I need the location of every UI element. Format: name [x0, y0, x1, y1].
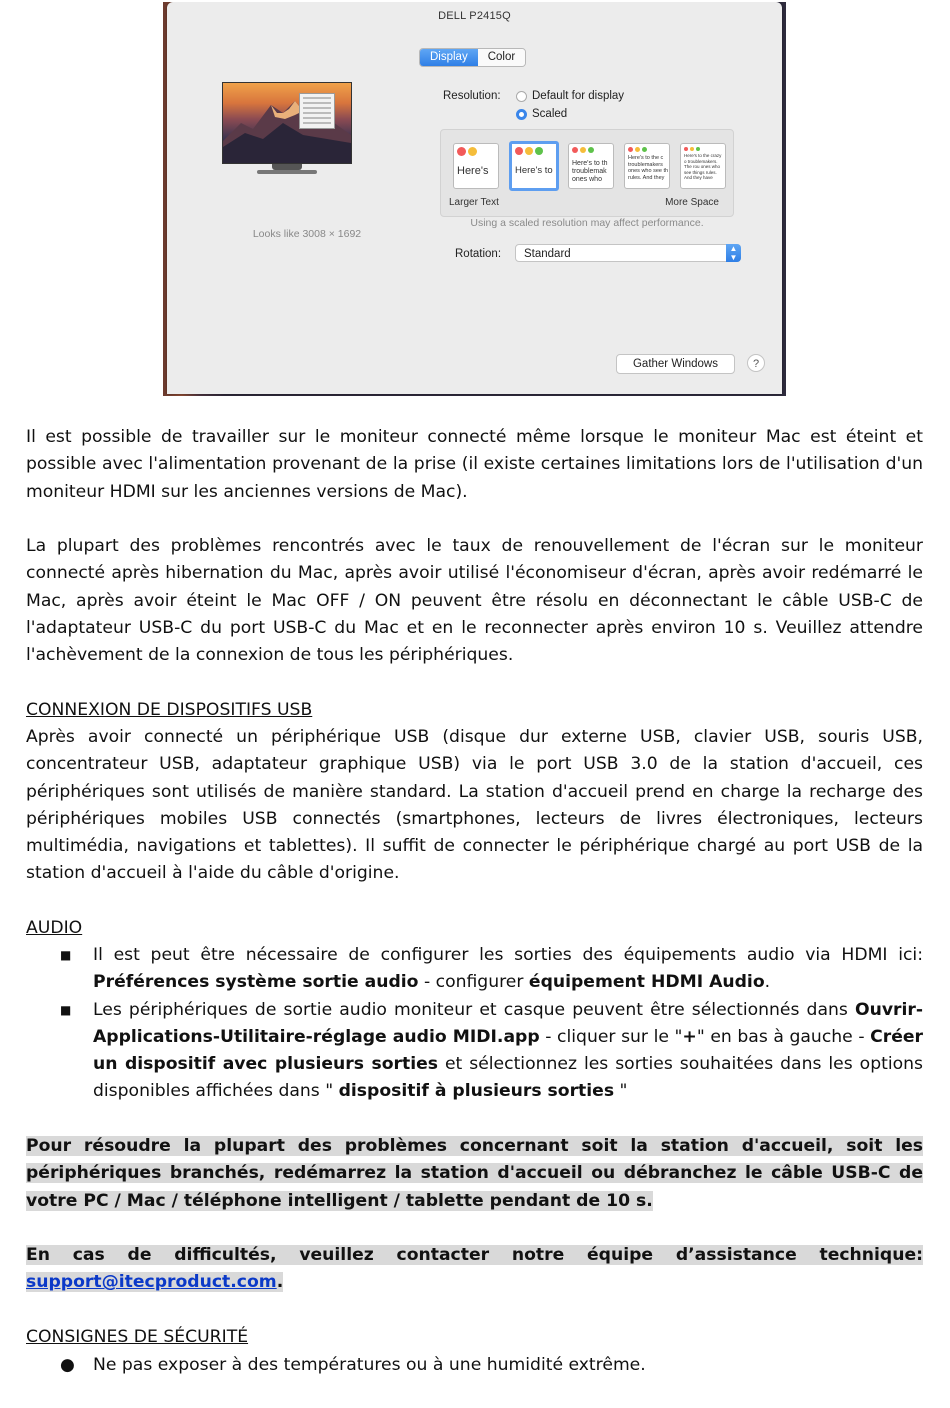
audio-list — [26, 942, 923, 1106]
scale-option-5[interactable] — [680, 143, 726, 189]
radio-default-label: Default for display — [532, 90, 625, 102]
audio-b2-text: Les périphériques de sortie audio moniteur et casque peuvent être sélectionnés dans — [93, 999, 855, 1020]
audio-b2-text-4: et sélectionnez les sorties souhaitées dans les options disponibles affichées dans " — [93, 1054, 923, 1102]
scale-option-1-text: Here's — [457, 166, 489, 177]
radio-default-for-display[interactable] — [516, 90, 624, 102]
safety-item-text: Ne pas exposer à des températures ou à une humidité extrême. — [93, 1355, 646, 1375]
audio-b2-text-2: - cliquer sur le " — [539, 1026, 683, 1047]
square-bullet-icon: ■ — [60, 948, 72, 962]
audio-b2-plus: + — [682, 1026, 697, 1047]
more-space-label: More Space — [665, 197, 719, 208]
chevron-updown-icon: ▲ ▼ — [726, 244, 741, 262]
rotation-value: Standard — [524, 248, 571, 260]
radio-selected-icon — [516, 109, 527, 120]
scale-option-3[interactable] — [568, 143, 614, 189]
audio-b2-bold-3: dispositif à plusieurs sorties — [338, 1081, 615, 1102]
audio-bullet-2 — [26, 997, 923, 1106]
audio-b1-text: Il est peut être nécessaire de configurer les sorties des équipements audio via HDMI ici: — [93, 945, 923, 965]
window-title: DELL P2415Q — [438, 10, 511, 22]
mini-window-icon — [299, 93, 335, 129]
radio-scaled[interactable] — [516, 108, 567, 120]
scale-option-4-text: Here's to the c troublemakers ones who see th rules. And they — [628, 155, 669, 181]
gather-windows-button[interactable]: Gather Windows — [616, 354, 735, 374]
scale-option-2[interactable] — [509, 141, 559, 191]
paragraph-refresh-issues: La plupart des problèmes rencontrés avec le taux de renouvellement de l'écran sur le moniteur connecté après hibernation du Mac, après avoir utilisé l'économiseur d'écran, après avoir redémarré le Mac, après avoir éteint le Mac OFF / ON peuvent être résolu en déconnectant le câble USB-C de l'adaptateur USB-C du port USB-C du Mac et en le reconnecter après environ 10 s. Veuillez attendre l'achèvement de la connexion de tous les périphériques. — [26, 536, 923, 666]
display-color-tabs — [419, 48, 526, 67]
scale-option-3-text: Here's to th troublemak ones who — [572, 160, 608, 183]
audio-b2-text-3: " en bas à gauche - — [696, 1026, 871, 1047]
tab-display[interactable]: Display — [420, 49, 478, 66]
preferences-window — [167, 2, 782, 394]
support-email-link[interactable]: support@itecproduct.com — [26, 1272, 277, 1293]
paragraph-usb: Après avoir connecté un périphérique USB (disque dur externe USB, clavier USB, souris USB, concentrateur USB, adaptateur graphique USB) via le port USB 3.0 de la station d'accueil, ces périphériques sont utilisés de manière standard. La station d'accueil prend en charge la recharge des périphériques mobiles USB connectés (smartphones, lecteurs de livres électroniques, lecteurs multimédia, navigations et tablettes). Il suffit de connecter le périphérique chargé au port USB de la station d'accueil à l'aide du câble d'origine. — [26, 727, 923, 884]
scale-option-4[interactable] — [624, 143, 670, 189]
scale-option-1[interactable] — [453, 143, 499, 189]
round-bullet-icon: ● — [60, 1355, 75, 1375]
help-button[interactable]: ? — [747, 354, 765, 372]
audio-b1-end: . — [764, 972, 771, 993]
desktop-wallpaper — [222, 82, 352, 164]
monitor-base — [257, 170, 317, 174]
support-contact — [26, 1242, 923, 1297]
larger-text-label: Larger Text — [449, 197, 499, 208]
paragraph-monitor-off: Il est possible de travailler sur le moniteur connecté même lorsque le moniteur Mac est éteint et possible avec l'alimentation provenant de la prise (il existe certaines limitations lors de l'utilisation d'un moniteur HDMI sur les anciennes versions de Mac). — [26, 427, 923, 502]
radio-icon — [516, 91, 527, 102]
scaled-resolution-picker — [440, 129, 734, 217]
audio-b1-bold-2: équipement HDMI Audio — [528, 972, 765, 993]
monitor-preview — [222, 82, 352, 208]
resolution-label: Resolution: — [443, 90, 501, 102]
heading-safety: CONSIGNES DE SÉCURITÉ — [26, 1327, 249, 1347]
display-preferences-screenshot — [163, 2, 786, 396]
heading-usb: CONNEXION DE DISPOSITIFS USB — [26, 700, 313, 720]
audio-b2-end: " — [614, 1081, 628, 1102]
scale-option-5-text: Here's to the crazy o troublemakers. The rou ones who see things rules. And they have — [684, 153, 722, 180]
rotation-label: Rotation: — [455, 248, 502, 260]
audio-b1-text-2: - configurer — [418, 972, 529, 993]
tab-color[interactable]: Color — [478, 49, 525, 66]
troubleshooting-tip — [26, 1133, 923, 1215]
troubleshooting-tip-text: Pour résoudre la plupart des problèmes concernant soit la station d'accueil, soit les périphériques branchés, redémarrez la station d'accueil ou débranchez le câble USB-C de votre PC / Mac / téléphone intelligent / tablette pendant de 10 s. — [26, 1136, 923, 1211]
safety-item — [26, 1352, 923, 1379]
scale-option-2-text: Here's to — [515, 166, 553, 176]
rotation-select[interactable] — [515, 244, 741, 262]
audio-b1-bold-1: Préférences système sortie audio — [93, 972, 419, 993]
heading-audio: AUDIO — [26, 918, 83, 938]
support-text: En cas de difficultés, veuillez contacter notre équipe d’assistance technique: — [26, 1245, 923, 1265]
audio-b2-bold-2: Créer un dispositif avec plusieurs sorties — [93, 1026, 923, 1075]
looks-like-label: Looks like 3008 × 1692 — [252, 228, 362, 240]
audio-bullet-1 — [26, 942, 923, 997]
support-end: . — [276, 1272, 284, 1293]
square-bullet-icon: ■ — [60, 1002, 72, 1017]
safety-list — [26, 1352, 923, 1379]
support-contact-highlight — [26, 1245, 923, 1292]
radio-scaled-label: Scaled — [532, 108, 568, 120]
audio-b2-bold-1: Ouvrir-Applications-Utilitaire-réglage audio MIDI.app — [93, 999, 923, 1047]
scaled-performance-note: Using a scaled resolution may affect performance. — [470, 217, 704, 229]
